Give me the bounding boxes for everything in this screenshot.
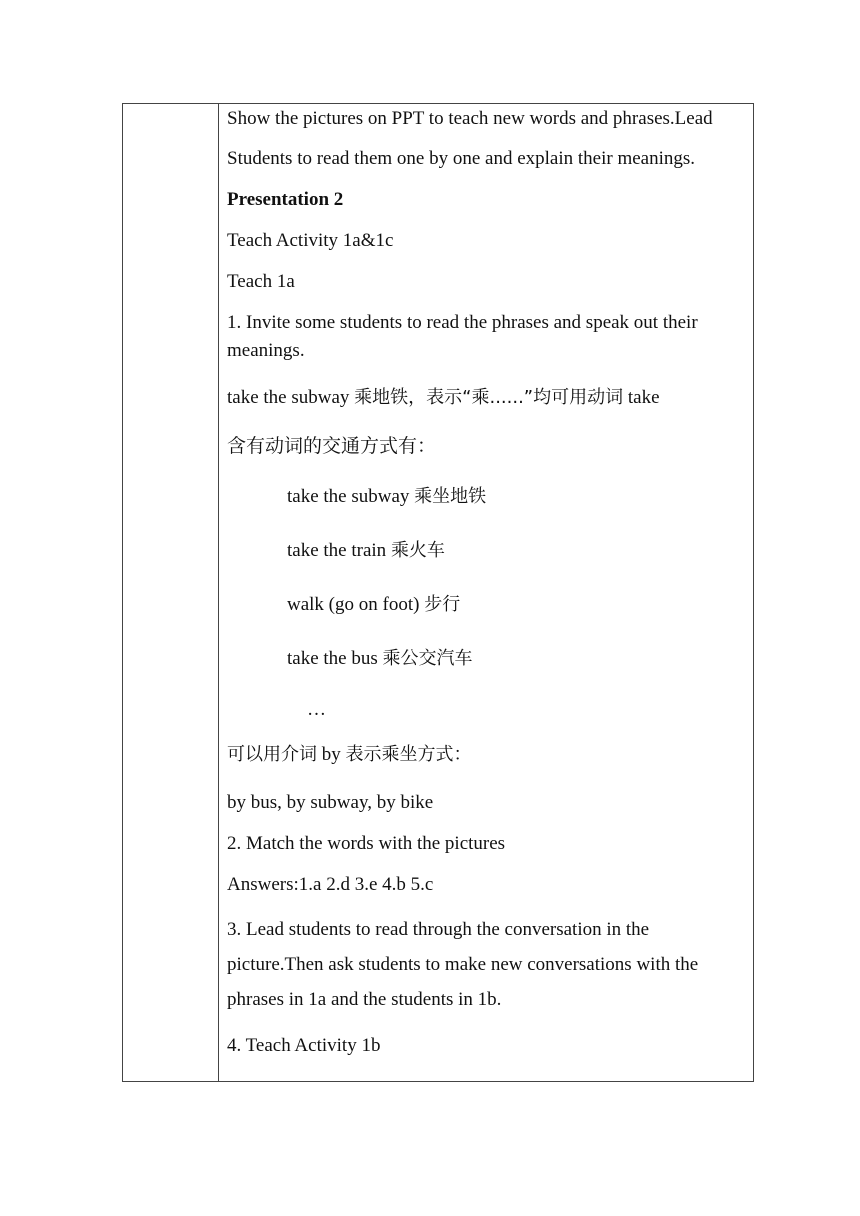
ellipsis: …: [307, 699, 326, 720]
phrase-en: take the bus: [287, 648, 383, 669]
teach-activity-line: Teach Activity 1a&1c: [227, 230, 394, 251]
phrase-en: walk (go on foot): [287, 594, 425, 615]
phrase-cn: 乘火车: [390, 540, 445, 561]
by-examples: by bus, by subway, by bike: [227, 792, 434, 813]
step-1: 1. Invite some students to read the phrases and speak out their meanings.: [227, 312, 698, 361]
by-intro-cn-1: 可以用介词: [227, 744, 317, 765]
step-4: 4. Teach Activity 1b: [227, 1035, 381, 1056]
transport-intro: 含有动词的交通方式有：: [227, 436, 437, 457]
take-subway-en: take the subway: [227, 387, 355, 408]
phrase-item: [287, 538, 445, 564]
answers: Answers:1.a 2.d 3.e 4.b 5.c: [227, 874, 434, 895]
by-intro: [227, 742, 472, 768]
phrase-item: [287, 646, 473, 672]
by-word: by: [317, 744, 346, 765]
take-subway-cn: 乘地铁，表示“乘......”均可用动词: [354, 387, 624, 408]
phrase-item: [287, 484, 486, 510]
lesson-table: [122, 103, 754, 1082]
section-heading: Presentation 2: [227, 189, 344, 210]
step-2: 2. Match the words with the pictures: [227, 833, 506, 854]
step-3: 3. Lead students to read through the conversation in the picture.Then ask students to make new conversations with the phrases in 1a and the students in 1b.: [227, 919, 699, 1010]
by-intro-cn-2: 表示乘坐方式：: [345, 744, 472, 765]
phrase-cn: 步行: [424, 594, 461, 615]
phrase-cn: 乘公交汽车: [382, 648, 473, 669]
take-word: take: [623, 387, 660, 408]
phrase-item: [287, 592, 460, 618]
teach-1a-line: Teach 1a: [227, 271, 295, 292]
intro-line-1: Show the pictures on PPT to teach new words and phrases.Lead: [227, 108, 713, 129]
intro-line-2: Students to read them one by one and explain their meanings.: [227, 148, 696, 169]
phrase-en: take the train: [287, 540, 391, 561]
column-divider: [218, 104, 219, 1081]
phrase-en: take the subway: [287, 486, 415, 507]
take-subway-note: [227, 385, 660, 411]
phrase-cn: 乘坐地铁: [414, 486, 487, 507]
